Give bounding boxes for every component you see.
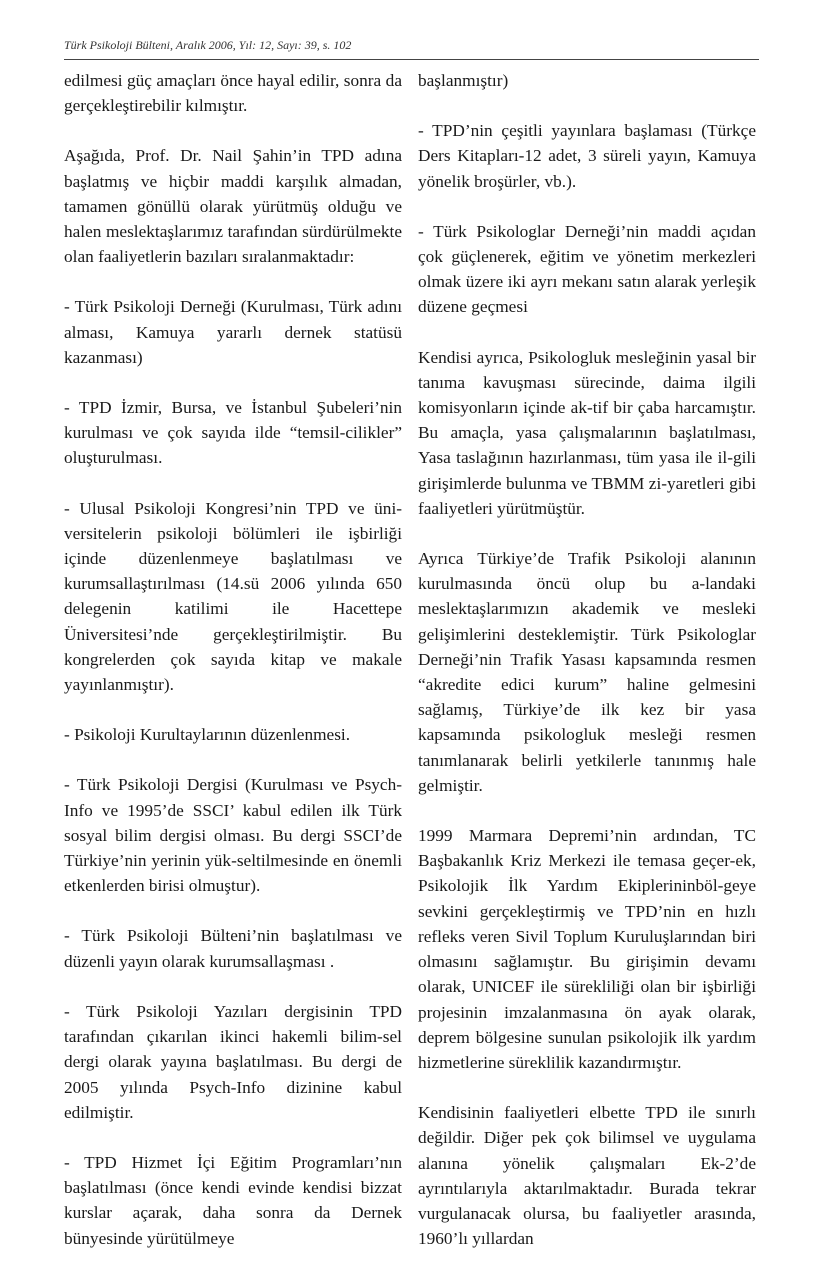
paragraph: edilmesi güç amaçları önce hayal edilir, sonra da gerçekleştirebilir kılmıştır. bbox=[64, 71, 402, 116]
list-item: - Türk Psikoloji Derneği (Kurulması, Türk adını alması, Kamuya yararlı dernek statüsü kazanması) bbox=[64, 297, 402, 367]
list-item: - TPD’nin çeşitli yayınlara başlaması (Türkçe Ders Kitapları-12 adet, 3 süreli yayın, Kamuya yönelik broşürler, vb.). bbox=[418, 121, 756, 191]
paragraph: Kendisinin faaliyetleri elbette TPD ile sınırlı değildir. Diğer pek çok bilimsel ve uygulama alanına yönelik çalışmaları Ek-2’de ayrıntılarıyla aktarılmaktadır. Burada tekrar vurgulanacak olursa, bu faaliyetler arasında, 1960’lı yıllardan bbox=[418, 1103, 756, 1249]
left-column bbox=[64, 68, 402, 1276]
paragraph: Kendisi ayrıca, Psikologluk mesleğinin yasal bir tanıma kavuşması sürecinde, daima ilgili komisyonların içinde ak-tif bir çaba harcamıştır. Bu amaçla, yasa çalışmalarının başlatılması, Yasa taslağının hazırlanması, tüm yasa ile il-gili girişimlerde bulunma ve TBMM zi-yaretleri gibi faaliyetleri yürütmüştür. bbox=[418, 347, 756, 518]
running-header bbox=[64, 38, 759, 60]
paragraph: 1999 Marmara Depremi’nin ardından, TC Başbakanlık Kriz Merkezi ile temasa geçer-ek, Psikolojik İlk Yardım Ekiplerininböl-geye sevkini gerçekleştirmiş ve TPD’nin en hızlı refleks veren Sivil Toplum Kuruluşlarından biri olmasını sağlamıştır. Bu girişimin devamı olarak, UNICEF ile sürekliliği olan bir işbirliği projesinin imzalanmasına ön ayak olarak, deprem bölgesine sunulan psikolojik ilk yardım hizmetlerine süreklilik kazandırmıştır. bbox=[418, 826, 756, 1072]
list-item: - Türk Psikoloji Yazıları dergisinin TPD tarafından çıkarılan ikinci hakemli bilim-sel dergi olarak yayına başlatılması. Bu dergi de 2005 yılında Psych-Info dizinine kabul edilmiştir. bbox=[64, 1001, 402, 1122]
list-item: - Psikoloji Kurultaylarının düzenlenmesi. bbox=[64, 725, 351, 745]
running-header-title: Türk Psikoloji Bülteni, Aralık 2006, Yıl: 12, Sayı: 39, s. 102 bbox=[64, 38, 352, 52]
list-item: - Ulusal Psikoloji Kongresi’nin TPD ve üni-versitelerin psikoloji bölümleri ile işbirliği içinde düzenlenmeye başlatılması ve kurumsallaştırılması (14.sü 2006 yılında 650 delegenin katilimi ile Hacettepe Üniversitesi’nde gerçekleştirilmiştir. Bu kongrelerden çok sayıda kitap ve makale yayınlanmıştır). bbox=[64, 498, 402, 695]
list-item: - Türk Psikoloji Bülteni’nin başlatılması ve düzenli yayın olarak kurumsallaşması . bbox=[64, 926, 402, 971]
paragraph: Ayrıca Türkiye’de Trafik Psikoloji alanının kurulmasında öncü olup bu a-landaki meslektaşlarımızın akademik ve mesleki gelişimlerini desteklemiştir. Türk Psikologlar Derneği’nin Trafik Yasası kapsamında resmen “akredite edici kurum” haline gelmesini sağlamış, Türkiye’de ilk kez bir yasa kapsamında psikologluk mesleği resmen tanımlanarak belirli yetkilerle tanınmış hale gelmiştir. bbox=[418, 549, 756, 795]
paragraph: başlanmıştır) bbox=[418, 71, 509, 90]
right-column bbox=[418, 68, 756, 1276]
paragraph: Aşağıda, Prof. Dr. Nail Şahin’in TPD adına başlatmış ve hiçbir maddi karşılık almadan, tamamen gönüllü olarak yürütmüş olduğu ve halen meslektaşlarımız tarafından sürdürülmekte olan faaliyetlerin bazıları sıralanmaktadır: bbox=[64, 146, 402, 267]
list-item: - TPD İzmir, Bursa, ve İstanbul Şubeleri’nin kurulması ve çok sayıda ilde “temsil-cilikler” oluşturulması. bbox=[64, 398, 402, 468]
list-item: - TPD Hizmet İçi Eğitim Programları’nın başlatılması (önce kendi evinde kendisi bizzat kurslar açarak, daha sonra da Dernek bünyesinde yürütülmeye bbox=[64, 1152, 402, 1248]
list-item: - Türk Psikoloji Dergisi (Kurulması ve Psych-Info ve 1995’de SSCI’ kabul edilen ilk Türk sosyal bilim dergisi olması. Bu dergi SSCI’de Türkiye’nin yerinin yük-seltilmesinde en önemli etkenlerden birisi olmuştur). bbox=[64, 775, 402, 896]
list-item: - Türk Psikologlar Derneği’nin maddi açıdan çok güçlenerek, eğitim ve yönetim merkezleri olmak üzere iki ayrı mekanı satın alarak yerleşik düzene geçmesi bbox=[418, 221, 756, 317]
